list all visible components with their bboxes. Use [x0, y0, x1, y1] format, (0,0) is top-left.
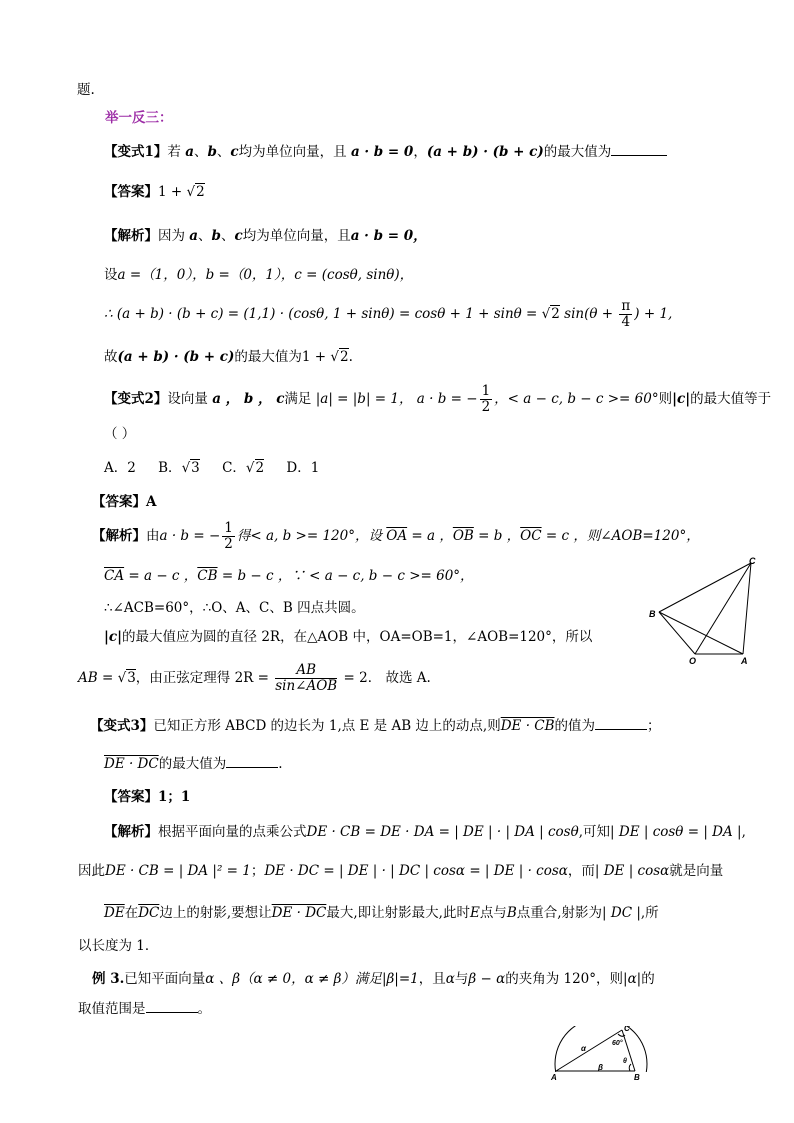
variant3-solution-line3: $\overline{DE}$在$\overline{DC}$边上的射影,要想让DE · DC最大,即让射影最大,此时E点与B点重合,射影为| DC |,所	[104, 905, 659, 921]
label-c: C	[749, 556, 756, 566]
figure-circle-triangle	[548, 1026, 658, 1082]
variant3-solution-line1: 【解析】根据平面向量的点乘公式DE · CB = DE · DA = | DE | · | DA | cosθ,可知| DE | cosθ = | DA |,	[104, 824, 746, 840]
label-theta: θ	[623, 1058, 627, 1065]
variant2-title: 【变式2】	[104, 391, 168, 407]
variant1-solution-line3: ∴ (a + b) · (b + c) = (1,1) · (cosθ, 1 + sinθ) = cosθ + 1 + sinθ = √2 sin(θ + $\frac{\pi}{4}$ ) + 1,	[104, 298, 673, 330]
variant2-problem: 【变式2】设向量 a ， b ， c满足 |a| = |b| = 1， a · b = − $\frac{1}{2}$ ，< a − c, b − c >= 60°则|c|的最大值等于	[104, 383, 772, 415]
variant1-solution-line4: 故(a + b) · (b + c)的最大值为1 + √2.	[104, 349, 353, 365]
variant3-solution-line4: 以长度为 1．	[78, 938, 159, 954]
variant1-solution-line2: 设a =（1，0），b =（0，1），c = (cosθ, sinθ)，	[104, 267, 414, 283]
variant2-answer: 【答案】A	[92, 494, 157, 510]
variant2-paren: （ ）	[104, 426, 136, 442]
variant3-problem-line1: 【变式3】已知正方形 ABCD 的边长为 1,点 E 是 AB 边上的动点,则DE · CB的值为 ；	[90, 718, 661, 734]
example3-label: 例 3.	[92, 971, 125, 987]
answer-blank[interactable]	[611, 143, 667, 156]
variant2-solution-line5: AB = √3，由正弦定理得 2R = $\frac{AB}{\text{sin∠AOB}}$ = 2． 故选 A.	[78, 662, 431, 694]
variant1-title: 【变式1】	[104, 144, 168, 160]
answer-blank[interactable]	[226, 755, 278, 768]
option-c[interactable]: C．√2	[222, 460, 265, 476]
variant2-solution-line4: |c|的最大值应为圆的直径 2R，在△AOB 中，OA=OB=1，∠AOB=120°，所以	[104, 629, 593, 645]
option-a[interactable]: A．2	[104, 460, 136, 476]
label-60deg: 60°	[612, 1040, 623, 1047]
segment-ca	[743, 563, 751, 654]
example3-problem-line2: 取值范围是 。	[78, 1001, 211, 1017]
option-d[interactable]: D．1	[286, 460, 320, 476]
variant1-problem: 【变式1】若 a、b、c均为单位向量，且 a · b = 0，(a + b) · (b + c)的最大值为	[104, 142, 667, 162]
section-heading: 举一反三：	[105, 110, 173, 126]
label-c: C	[624, 1026, 630, 1033]
segment-ac	[556, 1030, 622, 1071]
label-b: B	[634, 1073, 640, 1082]
text-fragment: 题.	[77, 82, 95, 98]
answer-blank[interactable]	[146, 1000, 198, 1013]
segment-ba	[659, 612, 743, 654]
variant1-solution-line1: 【解析】因为 a、b、c均为单位向量，且a · b = 0，	[104, 228, 427, 244]
variant2-solution-line1: 【解析】由a · b = − $\frac{1}{2}$ 得< a, b >= 120°，设 $\overline{OA} = a$ ，$\overline{OB} = b$ ，$\overline{OC} = c$ ，则∠AOB=120°，	[92, 520, 700, 552]
label-alpha: α	[581, 1044, 586, 1053]
segment-oc	[695, 563, 751, 654]
variant3-answer: 【答案】1；1	[104, 789, 191, 805]
figure-quadrilateral	[645, 555, 760, 667]
variant2-solution-line3: ∴∠ACB=60°，∴O、A、C、B 四点共圆。	[104, 600, 365, 616]
segment-bc	[659, 563, 751, 612]
label-a: A	[741, 656, 748, 666]
segment-bo	[659, 612, 695, 654]
variant3-solution-line2: 因此DE · CB = | DA |² = 1；DE · DC = | DE | · | DC | cosα = | DE | · cosα，而| DE | cosα就是向量	[78, 863, 724, 879]
label-a: A	[551, 1073, 557, 1082]
variant1-answer: 【答案】1 + √2	[104, 184, 205, 200]
label-b: B	[649, 609, 656, 619]
example3-problem-line1: 例 3.已知平面向量α 、β（α ≠ 0，α ≠ β）满足|β|=1，且α与β − α的夹角为 120°，则|α|的	[92, 971, 655, 987]
label-beta: β	[598, 1063, 603, 1072]
variant2-options	[104, 458, 319, 478]
variant2-solution-line2: $\overline{CA} = a - c$ ，$\overline{CB} = b - c$ ，∵ < a − c, b − c >= 60°，	[104, 568, 474, 584]
option-b[interactable]: B．√3	[158, 460, 200, 476]
label-o: O	[689, 656, 697, 666]
variant3-title: 【变式3】	[90, 718, 154, 734]
angle-mark-b	[629, 1064, 631, 1071]
variant3-problem-line2: DE · DC的最大值为 .	[104, 756, 283, 772]
answer-blank[interactable]	[595, 717, 647, 730]
